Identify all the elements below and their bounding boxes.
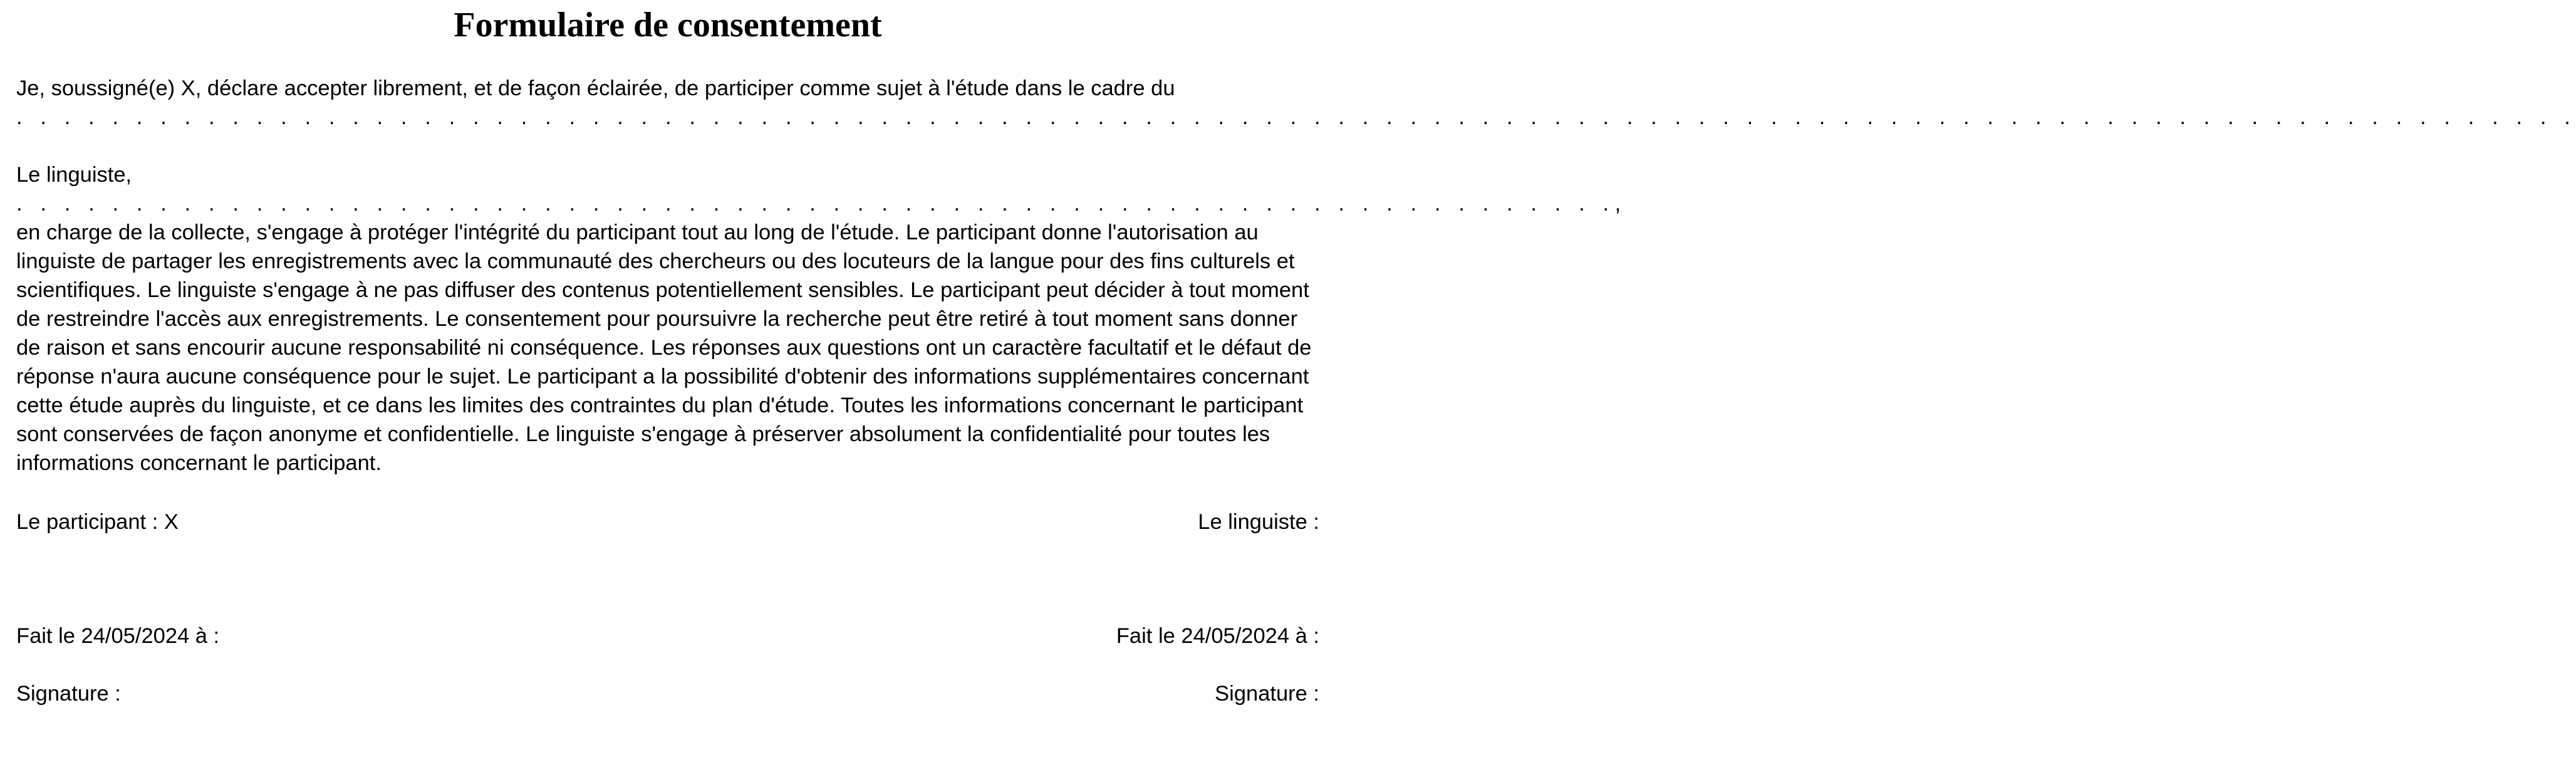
linguist-date: Fait le 24/05/2024 à :: [1116, 624, 1319, 648]
linguist-signature: Signature :: [1215, 682, 1319, 706]
dates-row: [16, 622, 1319, 650]
page-title: Formulaire de consentement: [454, 6, 882, 44]
participant-date: Fait le 24/05/2024 à :: [16, 624, 220, 648]
participant-signature: Signature :: [16, 682, 121, 706]
commitments-text: , en charge de la collecte, s'engage à protéger l'intégrité du participant tout au long de l'étude. Le participant donne l'autorisation au linguiste de partager les enregistrements avec la communauté des chercheurs ou des locuteurs de la langue pour des fins culturels et scientifiques. Le linguiste s'engage à ne pas diffuser des contenus potentiellement sensibles. Le participant peut décider à tout moment de restreindre l'accès aux enregistrements. Le consentement pour poursuivre la recherche peut être retiré à tout moment sans donner de raison et sans encourir aucune responsabilité ni conséquence. Les réponses aux questions ont un caractère facultatif et le défaut de réponse n'aura aucune conséquence pour le sujet. Le participant a la possibilité d'obtenir des informations supplémentaires concernant cette étude auprès du linguiste, et ce dans les limites des contraintes du plan d'étude. Toutes les informations concernant le participant sont conservées de façon anonyme et confidentielle. Le linguiste s'engage à préserver absolument la confidentialité pour toutes les informations concernant le participant.: [16, 192, 1621, 475]
signature-row: [16, 679, 1319, 708]
signatories-row: [16, 508, 1319, 536]
intro-statement: Je, soussigné(e) X, déclare accepter librement, et de façon éclairée, de participer comme sujet à l'étude dans le cadre du: [16, 76, 1175, 100]
linguist-name-blank: . . . . . . . . . . . . . . . . . . . . . . . . . . . . . . . . . . . . . . . . . . . . . . . . . . . . . . . . . . . . . . . . . . .: [16, 192, 1615, 216]
study-blank-line: . . . . . . . . . . . . . . . . . . . . . . . . . . . . . . . . . . . . . . . . . . . . . . . . . . . . . . . . . . . . . . . . . . . . . . . . . . . . . . . . . . . . . . . . . . . . . . . . . . . . . . . . . . .: [16, 105, 2576, 129]
participant-label: Le participant : X: [16, 510, 179, 534]
commitments-paragraph: [16, 160, 1621, 477]
linguist-prefix: Le linguiste,: [16, 163, 132, 187]
linguist-label: Le linguiste :: [1198, 510, 1319, 534]
